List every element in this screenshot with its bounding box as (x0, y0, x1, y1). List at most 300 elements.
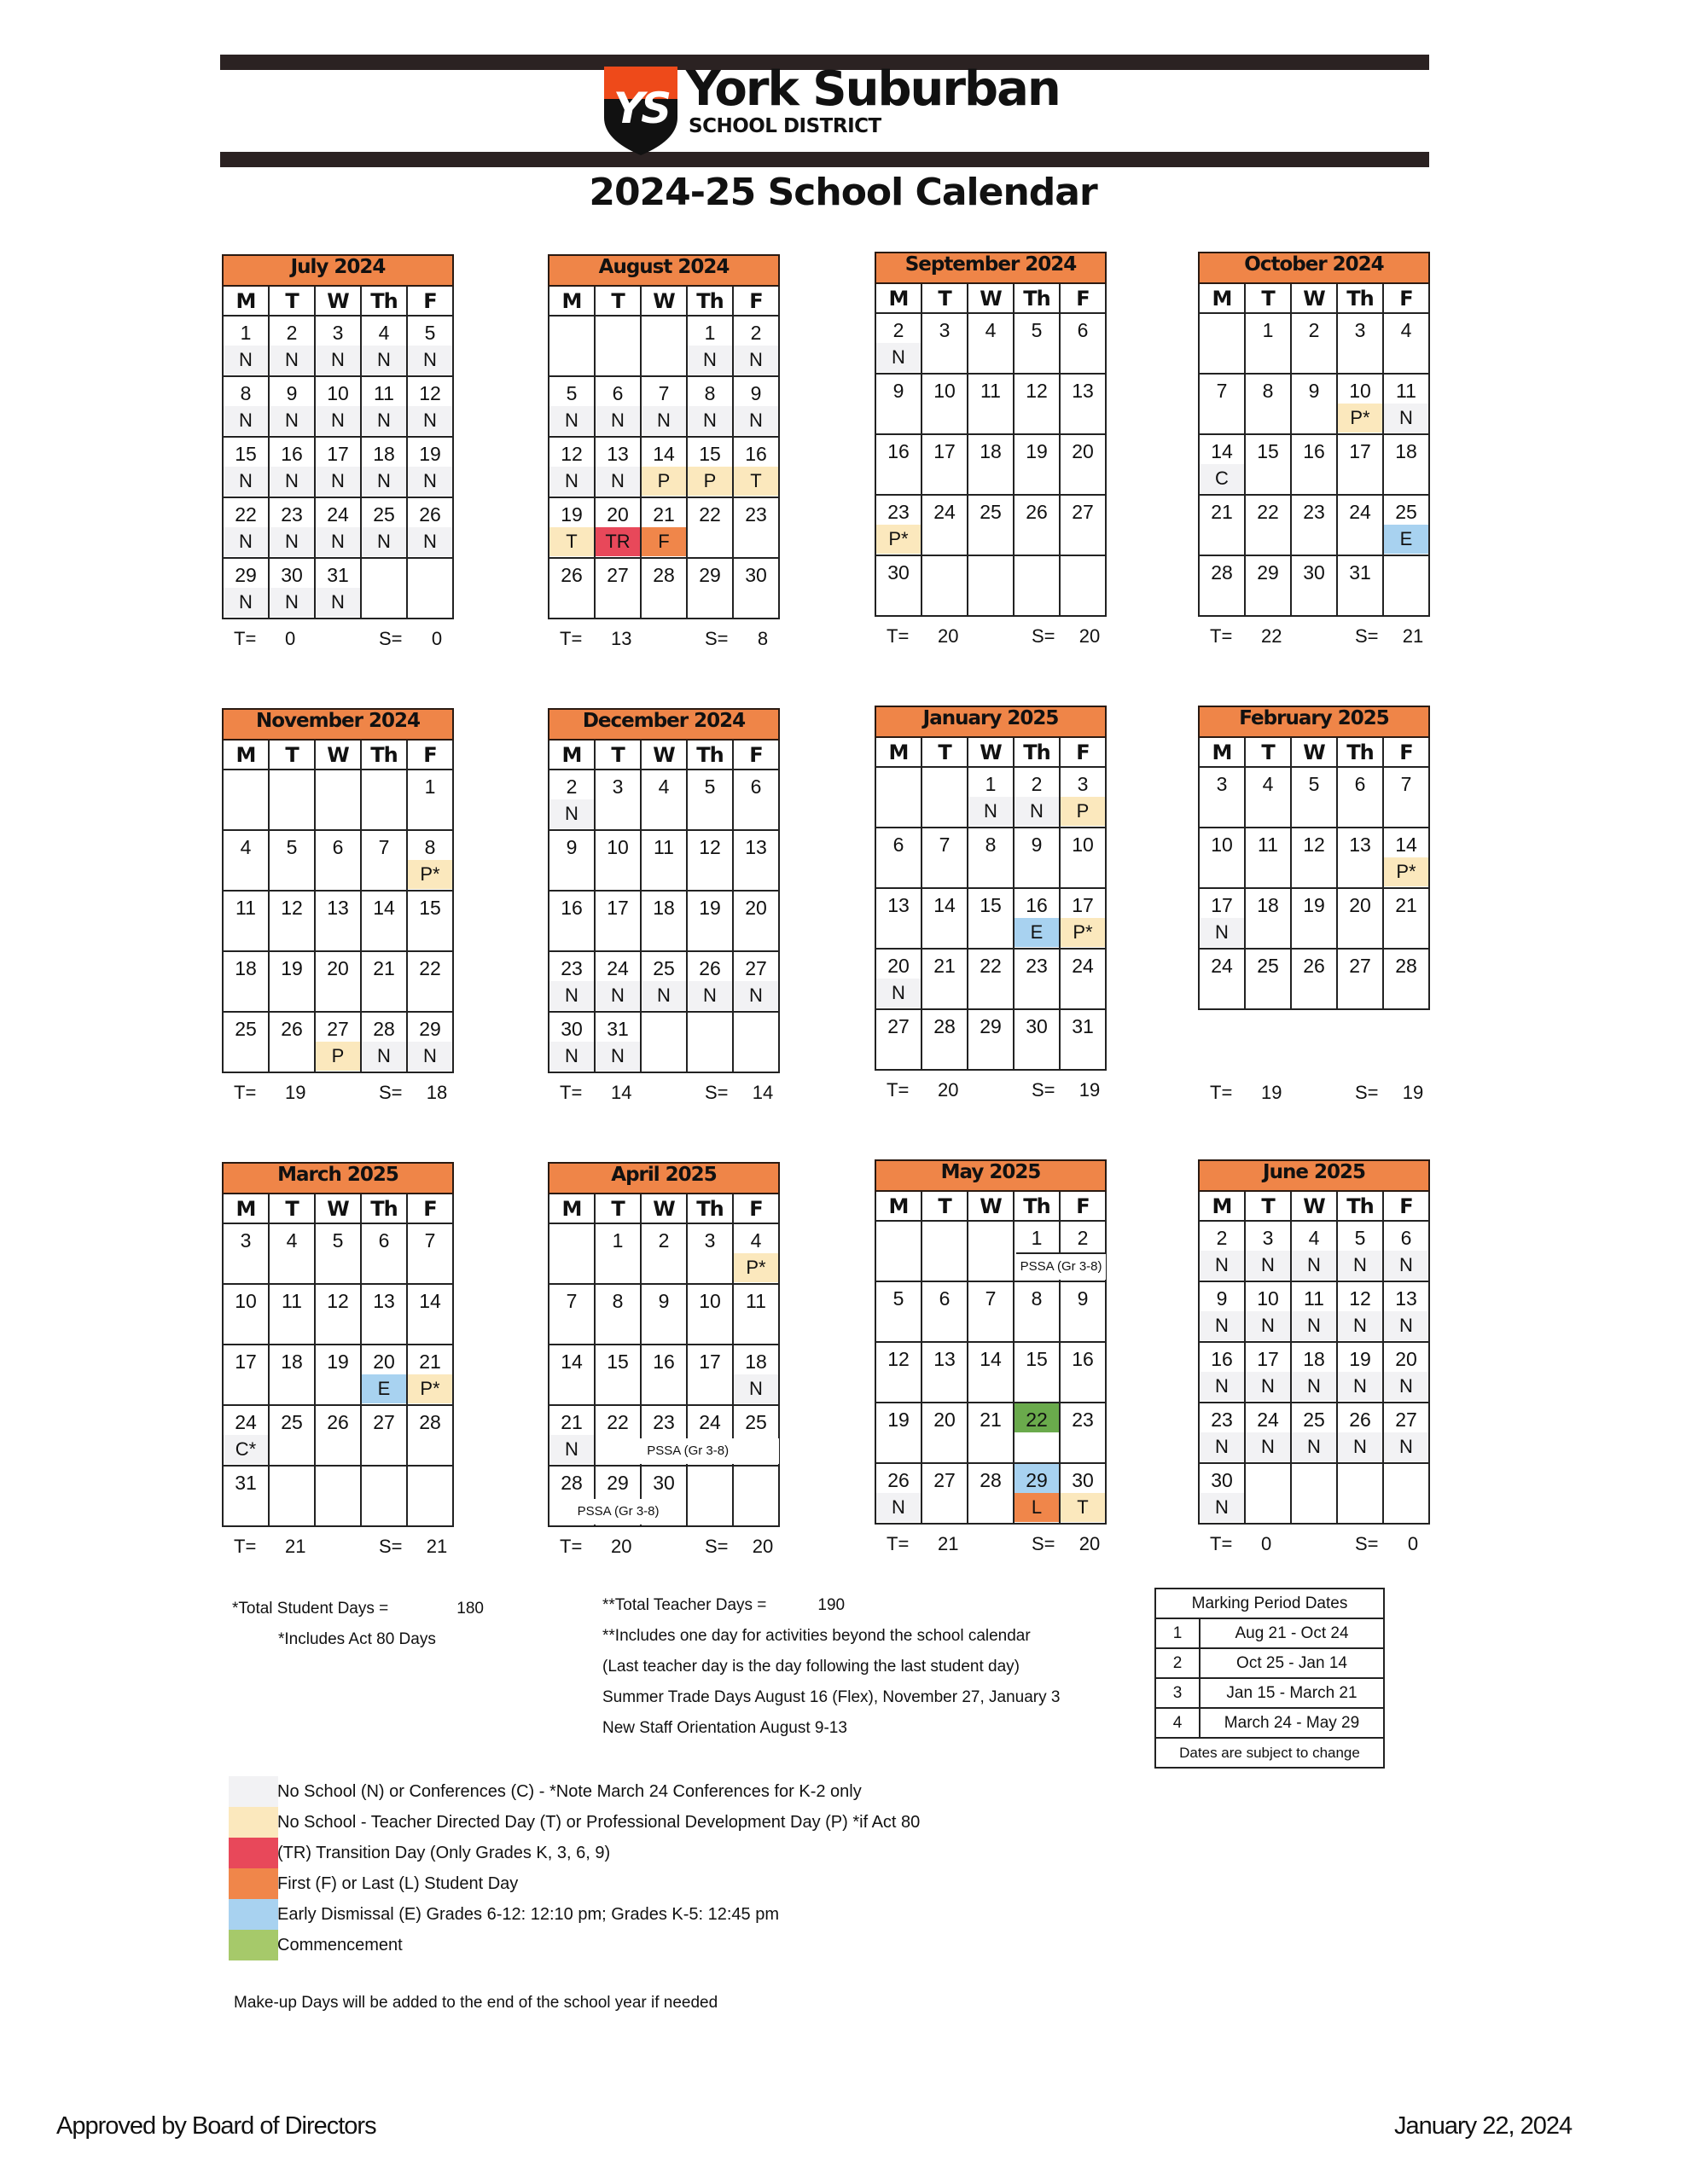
day-code (549, 588, 594, 617)
day-cell (921, 555, 968, 616)
week-row (1199, 1281, 1429, 1342)
day-code (1061, 1432, 1105, 1461)
day-number: 8 (1031, 1287, 1043, 1310)
weekday-header: Th (687, 286, 733, 316)
district-subtitle: SCHOOL DISTRICT (689, 115, 881, 137)
day-number: 24 (1257, 1409, 1279, 1431)
weekday-header: M (223, 740, 269, 770)
day-cell (921, 495, 968, 555)
day-number: 2 (566, 775, 578, 798)
teacher-days-label: T= (560, 1082, 583, 1103)
table-row: 1 Aug 21 - Oct 24 (1155, 1618, 1384, 1648)
day-cell (1383, 495, 1429, 555)
day-cell (687, 1466, 733, 1526)
day-number: 31 (607, 1018, 629, 1040)
day-number: 2 (286, 322, 298, 344)
day-code: F (642, 527, 686, 556)
day-code: N (1384, 1432, 1428, 1461)
day-number: 6 (750, 775, 762, 798)
day-code: P* (408, 1374, 452, 1403)
day-number: 19 (327, 1350, 349, 1373)
day-cell (1291, 828, 1337, 888)
day-number (688, 1467, 732, 1496)
day-number: 19 (1349, 1348, 1371, 1370)
day-code (876, 797, 921, 826)
day-code (1338, 918, 1382, 947)
weekday-header: W (641, 286, 687, 316)
day-code (642, 799, 686, 828)
day-cell (223, 558, 269, 619)
teacher-days-label: T= (887, 1533, 910, 1554)
week-row (549, 558, 779, 619)
day-code (408, 799, 452, 828)
legend-item: No School - Teacher Directed Day (T) or Professional Development Day (P) *if Act 80 (229, 1807, 920, 1838)
weekday-header: T (269, 740, 315, 770)
day-cell (315, 1284, 361, 1345)
day-code: P (316, 1042, 360, 1071)
day-cell (361, 1223, 407, 1284)
weekday-header: Th (1337, 737, 1383, 767)
day-code (224, 1042, 268, 1071)
day-cell (968, 767, 1014, 828)
month-calendar (875, 706, 1107, 1105)
teacher-days-label: T= (1210, 1533, 1233, 1554)
week-row (223, 1345, 453, 1405)
month-calendar (875, 1159, 1107, 1559)
day-number: 26 (887, 1469, 910, 1491)
day-code (642, 1374, 686, 1403)
makeup-days-note: Make-up Days will be added to the end of the school year if needed (234, 1994, 718, 2012)
month-totals (548, 1082, 780, 1107)
day-code (224, 799, 268, 828)
day-number: 27 (887, 1015, 910, 1037)
day-code: P* (1338, 404, 1382, 433)
day-cell (223, 437, 269, 497)
day-code: N (270, 406, 314, 435)
day-code (1015, 525, 1059, 554)
day-code: N (1384, 1372, 1428, 1401)
day-cell (733, 1223, 779, 1284)
day-code: N (549, 1435, 594, 1464)
day-number: 24 (699, 1411, 721, 1433)
day-number (968, 556, 1013, 585)
day-number: 9 (658, 1290, 670, 1312)
day-number: 9 (750, 382, 762, 404)
day-cell (595, 1223, 641, 1284)
day-code (922, 797, 967, 826)
day-code (1061, 1311, 1105, 1340)
month-calendar (1198, 706, 1430, 1107)
day-number: 23 (1211, 1409, 1233, 1431)
day-number: 24 (1072, 955, 1094, 977)
day-cell (968, 949, 1014, 1009)
day-cell (1337, 949, 1383, 1009)
day-cell (1245, 374, 1291, 434)
day-cell (1245, 1281, 1291, 1342)
day-number: 4 (658, 775, 670, 798)
weekday-header: T (269, 286, 315, 316)
pssa-annotation: PSSA (Gr 3-8) (550, 1499, 686, 1525)
day-number: 14 (1211, 440, 1233, 462)
week-row (223, 1223, 453, 1284)
week-row (1199, 767, 1429, 828)
day-number: 18 (1257, 894, 1279, 916)
pssa-annotation: PSSA (Gr 3-8) (596, 1438, 779, 1464)
day-number: 2 (1077, 1227, 1089, 1249)
day-number: 18 (653, 897, 675, 919)
day-cell (549, 1223, 595, 1284)
day-number: 6 (1400, 1227, 1412, 1249)
day-number: 24 (1349, 501, 1371, 523)
day-code: N (224, 467, 268, 496)
day-number: 23 (887, 501, 910, 523)
week-row (223, 830, 453, 891)
student-days-count: 21 (426, 1536, 448, 1557)
day-code (362, 1253, 406, 1282)
day-number: 21 (419, 1350, 441, 1373)
day-code: P* (734, 1253, 778, 1282)
day-number: 11 (1304, 1287, 1324, 1310)
day-code: N (362, 346, 406, 375)
day-cell (733, 891, 779, 951)
day-number: 11 (235, 897, 256, 919)
day-number: 9 (286, 382, 298, 404)
day-number: 29 (980, 1015, 1002, 1037)
day-code (1292, 464, 1336, 493)
day-cell (687, 891, 733, 951)
district-logo (602, 61, 1060, 155)
day-code (596, 921, 640, 950)
day-code (362, 588, 406, 617)
day-number: 5 (1031, 319, 1043, 341)
day-code (922, 918, 967, 947)
weekday-header: W (315, 1194, 361, 1223)
day-code (922, 857, 967, 886)
week-row (223, 1405, 453, 1466)
day-code (362, 921, 406, 950)
day-cell (361, 376, 407, 437)
day-code (362, 860, 406, 889)
week-row (875, 888, 1106, 949)
day-code: N (1200, 1251, 1244, 1280)
day-cell (407, 1223, 453, 1284)
day-cell (549, 376, 595, 437)
day-code (270, 1374, 314, 1403)
weekday-header: T (269, 1194, 315, 1223)
day-number: 5 (1308, 773, 1320, 795)
day-number: 18 (1395, 440, 1417, 462)
week-row (223, 376, 453, 437)
month-calendar (548, 1162, 780, 1561)
day-number: 22 (980, 955, 1002, 977)
day-number: 12 (1026, 380, 1048, 402)
day-cell (687, 497, 733, 558)
day-cell (595, 891, 641, 951)
day-number: 25 (1395, 501, 1417, 523)
day-number: 12 (1303, 834, 1325, 856)
day-number: 12 (327, 1290, 349, 1312)
day-cell (687, 1012, 733, 1072)
student-days-label: S= (705, 1536, 729, 1557)
day-code: N (316, 346, 360, 375)
day-cell (1383, 1221, 1429, 1281)
day-cell (641, 497, 687, 558)
day-code (596, 1253, 640, 1282)
day-cell (223, 1012, 269, 1072)
day-code: N (1292, 1311, 1336, 1340)
day-cell (1199, 1342, 1245, 1403)
day-code (1384, 979, 1428, 1008)
day-cell (1383, 1463, 1429, 1524)
day-code (1292, 404, 1336, 433)
week-row (1199, 555, 1429, 616)
day-cell (968, 1342, 1014, 1403)
day-number: 28 (1211, 561, 1233, 584)
day-number: 18 (1303, 1348, 1325, 1370)
day-cell (641, 1345, 687, 1405)
day-cell (361, 1466, 407, 1526)
day-number: 7 (378, 836, 390, 858)
legend-swatch (229, 1899, 278, 1930)
teacher-note: **Includes one day for activities beyond the school calendar (602, 1627, 1031, 1645)
day-code (1338, 797, 1382, 826)
day-number (224, 770, 268, 799)
week-row (1199, 1403, 1429, 1463)
day-number: 4 (378, 322, 390, 344)
student-days-note: *Includes Act 80 Days (278, 1630, 436, 1648)
day-cell (361, 830, 407, 891)
day-cell (361, 558, 407, 619)
day-cell (687, 770, 733, 830)
week-row (875, 949, 1106, 1009)
day-number (1384, 1464, 1428, 1493)
day-number: 6 (1354, 773, 1366, 795)
day-code (1384, 464, 1428, 493)
day-number: 5 (286, 836, 298, 858)
day-cell (269, 830, 315, 891)
day-cell (595, 437, 641, 497)
day-number: 19 (1026, 440, 1048, 462)
day-number: 5 (704, 775, 716, 798)
month-totals (222, 1536, 454, 1561)
day-code (968, 918, 1013, 947)
day-number: 21 (980, 1409, 1002, 1431)
weekday-header: W (315, 740, 361, 770)
student-days-count: 0 (431, 628, 443, 649)
student-days-label: S= (705, 628, 729, 649)
day-code (968, 343, 1013, 372)
day-code (596, 588, 640, 617)
day-cell (1245, 555, 1291, 616)
day-cell (223, 951, 269, 1012)
day-number: 23 (745, 503, 767, 526)
table-row: 4 March 24 - May 29 (1155, 1708, 1384, 1738)
teacher-days-count: 20 (938, 1079, 959, 1101)
weekday-header: F (1060, 1191, 1106, 1221)
day-code (224, 921, 268, 950)
day-number: 27 (1395, 1409, 1417, 1431)
day-cell (595, 1012, 641, 1072)
student-days-count: 19 (1402, 1082, 1424, 1103)
day-code (1200, 343, 1244, 372)
day-cell (1014, 1403, 1060, 1463)
day-cell (875, 495, 921, 555)
day-cell (361, 1284, 407, 1345)
day-code (270, 1496, 314, 1525)
day-number: 6 (892, 834, 904, 856)
teacher-days-count: 21 (938, 1533, 959, 1554)
day-number (1200, 314, 1244, 343)
day-code (1015, 1372, 1059, 1401)
day-cell (1337, 888, 1383, 949)
week-row (223, 951, 453, 1012)
day-cell (1337, 1342, 1383, 1403)
day-cell (407, 437, 453, 497)
day-cell (1337, 1463, 1383, 1524)
day-code (1246, 343, 1290, 372)
day-cell (1245, 495, 1291, 555)
month-calendar (548, 254, 780, 653)
day-code: T (549, 527, 594, 556)
day-number: 30 (653, 1472, 675, 1494)
weekday-header: Th (361, 1194, 407, 1223)
day-code: N (362, 527, 406, 556)
day-number: 2 (1308, 319, 1320, 341)
day-number: 8 (985, 834, 997, 856)
day-number: 27 (933, 1469, 956, 1491)
day-number: 13 (327, 897, 349, 919)
week-row (223, 1012, 453, 1072)
day-cell (875, 1342, 921, 1403)
day-number: 13 (373, 1290, 395, 1312)
day-number: 16 (1211, 1348, 1233, 1370)
day-number (1292, 1464, 1336, 1493)
day-code: TR (596, 527, 640, 556)
day-code: N (596, 467, 640, 496)
day-cell (1245, 767, 1291, 828)
day-cell (1199, 949, 1245, 1009)
day-number: 6 (332, 836, 344, 858)
day-cell (1337, 1221, 1383, 1281)
day-cell (687, 316, 733, 376)
day-number (316, 770, 360, 799)
day-code (270, 1435, 314, 1464)
day-cell (595, 1284, 641, 1345)
day-code: N (688, 406, 732, 435)
day-number: 5 (1354, 1227, 1366, 1249)
day-cell (361, 891, 407, 951)
day-number: 11 (1396, 380, 1416, 402)
day-number: 13 (1072, 380, 1094, 402)
day-number: 2 (892, 319, 904, 341)
month-totals (222, 628, 454, 653)
day-number: 3 (332, 322, 344, 344)
day-number: 24 (235, 1411, 257, 1433)
day-number: 28 (933, 1015, 956, 1037)
day-code (688, 527, 732, 556)
day-cell (921, 1342, 968, 1403)
day-code: P* (408, 860, 452, 889)
day-cell (407, 558, 453, 619)
day-code (1015, 585, 1059, 614)
day-number: 3 (612, 775, 624, 798)
day-cell (1014, 1342, 1060, 1403)
day-number: 12 (281, 897, 303, 919)
month-totals (548, 1536, 780, 1561)
pssa-annotation: PSSA (Gr 3-8) (1016, 1252, 1106, 1280)
week-row (1199, 1221, 1429, 1281)
day-cell (733, 770, 779, 830)
day-code (922, 585, 967, 614)
day-code (734, 1496, 778, 1525)
day-code: N (316, 588, 360, 617)
day-code: C* (224, 1435, 268, 1464)
day-code (1061, 1039, 1105, 1068)
week-row (549, 497, 779, 558)
day-code: N (316, 527, 360, 556)
day-code (688, 1314, 732, 1343)
day-number: 28 (419, 1411, 441, 1433)
day-number: 18 (235, 957, 257, 979)
day-cell (921, 1463, 968, 1524)
day-code (408, 588, 452, 617)
day-code: N (968, 797, 1013, 826)
day-cell (361, 770, 407, 830)
day-cell (595, 497, 641, 558)
day-number: 13 (607, 443, 629, 465)
day-cell (733, 376, 779, 437)
day-cell (687, 558, 733, 619)
day-cell (968, 888, 1014, 949)
student-days-label: S= (705, 1082, 729, 1103)
day-code (596, 860, 640, 889)
day-code (1015, 343, 1059, 372)
month-calendar (222, 254, 454, 653)
day-cell (407, 891, 453, 951)
day-code (408, 1435, 452, 1464)
day-cell (921, 767, 968, 828)
teacher-note: (Last teacher day is the day following the last student day) (602, 1658, 1020, 1676)
day-code (224, 1374, 268, 1403)
day-code: N (688, 346, 732, 375)
day-cell (1199, 888, 1245, 949)
day-number: 3 (1354, 319, 1366, 341)
student-days-count: 8 (757, 628, 769, 649)
day-code: N (876, 343, 921, 372)
day-cell (361, 1012, 407, 1072)
week-row (1199, 495, 1429, 555)
day-code (316, 981, 360, 1010)
day-number: 19 (887, 1409, 910, 1431)
day-number: 29 (1257, 561, 1279, 584)
day-cell (223, 1345, 269, 1405)
day-cell (407, 1345, 453, 1405)
day-number: 13 (1395, 1287, 1417, 1310)
day-cell (1291, 1281, 1337, 1342)
weekday-header: T (595, 1194, 641, 1223)
day-number: 22 (419, 957, 441, 979)
day-cell (875, 1281, 921, 1342)
day-number: 16 (561, 897, 583, 919)
week-row (875, 828, 1106, 888)
day-cell (223, 1466, 269, 1526)
day-code (1338, 464, 1382, 493)
day-number: 10 (1211, 834, 1233, 856)
weekday-header: W (1291, 283, 1337, 313)
day-code (408, 981, 452, 1010)
week-row (875, 374, 1106, 434)
day-cell (875, 555, 921, 616)
